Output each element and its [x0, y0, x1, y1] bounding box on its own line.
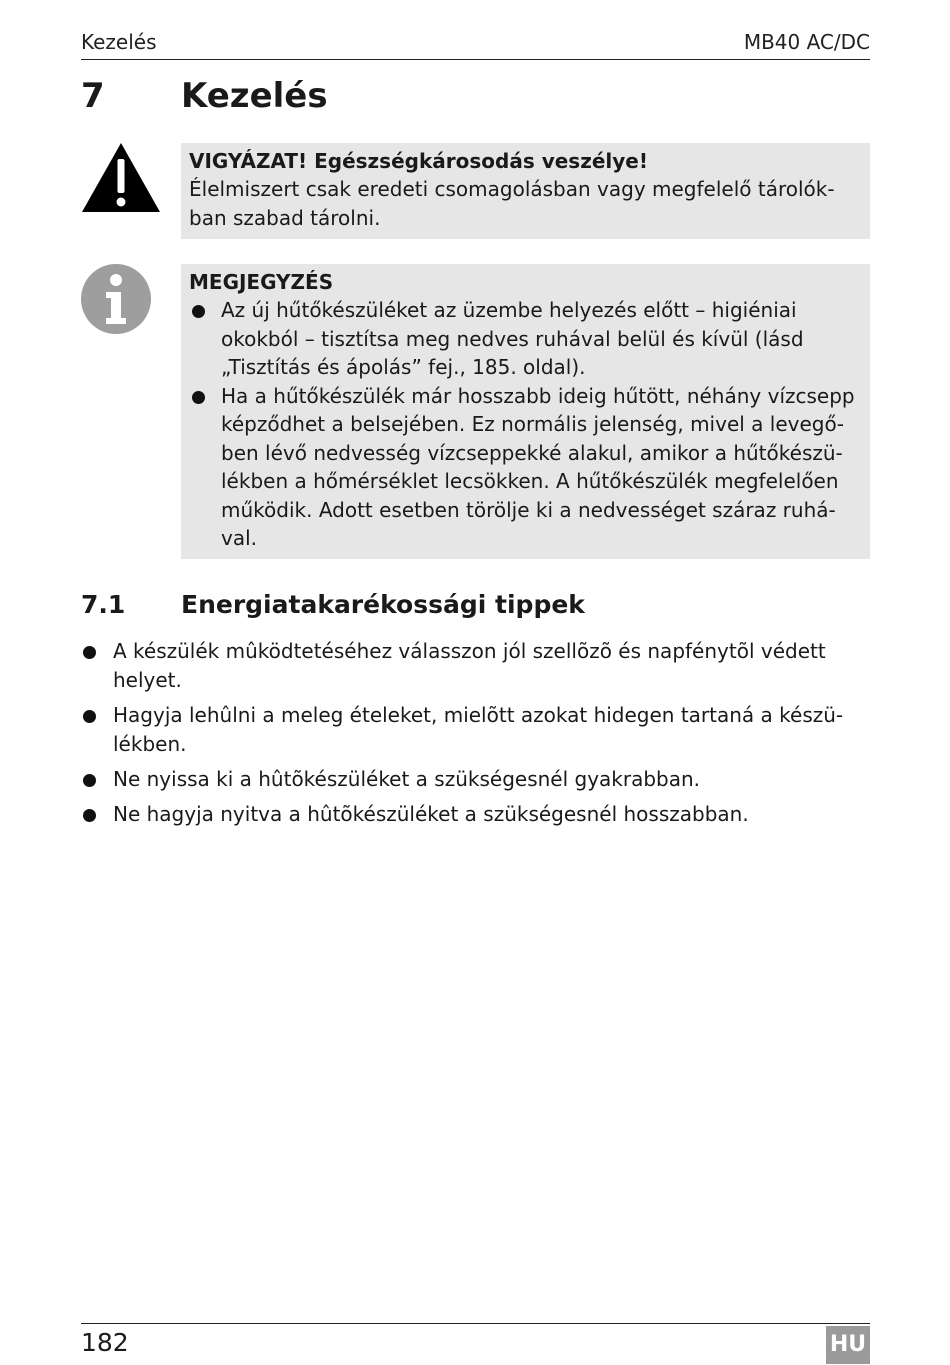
running-header-section: Kezelés: [81, 30, 157, 54]
tip-item: Ne nyissa ki a hûtõkészüléket a szükségesnél gyakrabban.: [81, 765, 870, 794]
warning-text: Élelmiszert csak eredeti csomagolásban vagy megfelelő tárolók-ban szabad tárolni.: [189, 177, 835, 230]
tip-item: Hagyja lehûlni a meleg ételeket, mielõtt azokat hidegen tartaná a készü-lékben.: [81, 701, 870, 759]
warning-box: [181, 143, 870, 239]
tip-item: Ne hagyja nyitva a hûtõkészüléket a szükségesnél hosszabban.: [81, 800, 870, 829]
header-rule: [81, 59, 870, 60]
warning-triangle-icon: [80, 141, 162, 215]
section-title: Energiatakarékossági tippek: [181, 590, 585, 619]
note-item: Az új hűtőkészüléket az üzembe helyezés előtt – higiéniai okokból – tisztítsa meg nedves ruhával belül és kívül (lásd „Tisztítás és ápolás” fej., 185. oldal).: [189, 296, 860, 382]
note-item: Ha a hűtőkészülék már hosszabb ideig hűtött, néhány vízcsepp képződhet a belsejében. Ez normális jelenség, mivel a levegő-ben lévő nedvesség vízcseppekké alakul, amikor a hűtőkészü-lékben a hőmérséklet lecsökken. A hűtőkészülék megfelelően működik. Adott esetben törölje ki a nedvességet száraz ruhá-val.: [189, 382, 860, 553]
running-header-model: MB40 AC/DC: [743, 30, 870, 54]
note-list: [189, 296, 860, 553]
warning-title: VIGYÁZAT! Egészségkárosodás veszélye!: [189, 149, 648, 173]
chapter-title: Kezelés: [181, 76, 328, 116]
tip-item: A készülék mûködtetéséhez válasszon jól szellõzõ és napfénytõl védett helyet.: [81, 637, 870, 695]
info-icon: [80, 263, 152, 335]
chapter-number: 7: [81, 76, 105, 116]
note-box: [181, 264, 870, 559]
page-number: 182: [81, 1328, 129, 1357]
note-title: MEGJEGYZÉS: [189, 270, 334, 294]
section-number: 7.1: [81, 590, 126, 619]
tips-list: [81, 637, 870, 835]
language-badge: HU: [826, 1326, 870, 1364]
footer-rule: [81, 1323, 870, 1324]
